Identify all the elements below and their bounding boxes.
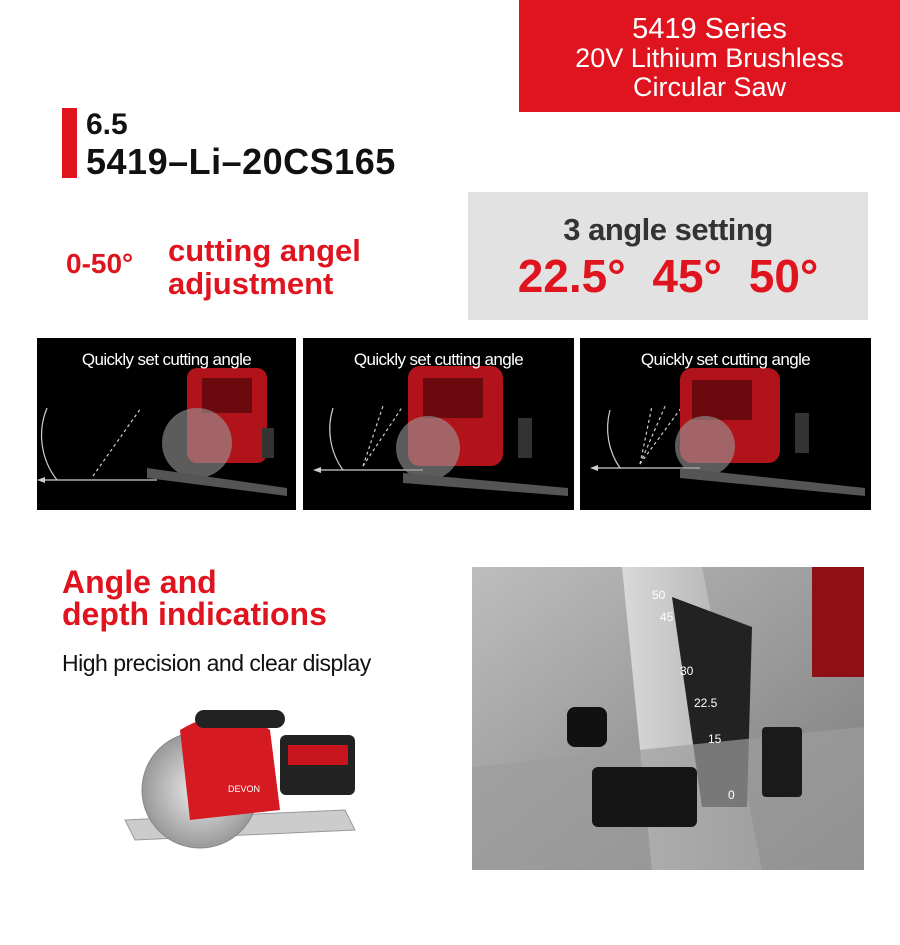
angle-adjust-text: [168, 234, 361, 300]
circular-saw-product-image: [120, 690, 370, 860]
scale-label: 0: [728, 788, 735, 802]
scale-label: 45: [660, 610, 674, 624]
panel-caption-2: Quickly set cutting angle: [353, 350, 524, 369]
panel-caption-1: Quickly set cutting angle: [81, 350, 252, 369]
depth-title-line2: depth indications: [62, 596, 327, 632]
angle-panel-2: [303, 338, 574, 510]
angle-range: 0-50°: [66, 248, 134, 279]
angle-panel-1: [37, 338, 296, 510]
scale-label: 15: [708, 732, 722, 746]
scale-closeup-image: [472, 567, 864, 870]
depth-title-line1: Angle and: [62, 564, 217, 600]
banner-line2: 20V Lithium Brushless: [575, 43, 844, 73]
scale-label: 50: [652, 588, 666, 602]
angle-setting-title: 3 angle setting: [563, 212, 773, 247]
scale-label: 22.5: [694, 696, 718, 710]
banner-series: 5419 Series: [632, 13, 787, 45]
panel-caption-3: Quickly set cutting angle: [640, 350, 811, 369]
depth-section-title: [62, 566, 327, 630]
angle-adjust-line2: adjustment: [168, 266, 334, 301]
angle-panel-3: [580, 338, 871, 510]
model-accent-bar: [62, 108, 77, 178]
depth-subtitle: High precision and clear display: [62, 650, 371, 676]
scale-label: 30: [680, 664, 694, 678]
banner-line3: Circular Saw: [632, 72, 787, 102]
model-number: 5419–Li–20CS165: [86, 141, 396, 182]
angle-setting-box: [468, 192, 868, 320]
brand-logo: DEVON: [228, 784, 261, 794]
series-banner: [519, 0, 900, 112]
model-size: 6.5: [86, 108, 128, 141]
angle-setting-values: 22.5° 45° 50°: [517, 250, 819, 302]
angle-adjust-line1: cutting angel: [168, 233, 361, 268]
